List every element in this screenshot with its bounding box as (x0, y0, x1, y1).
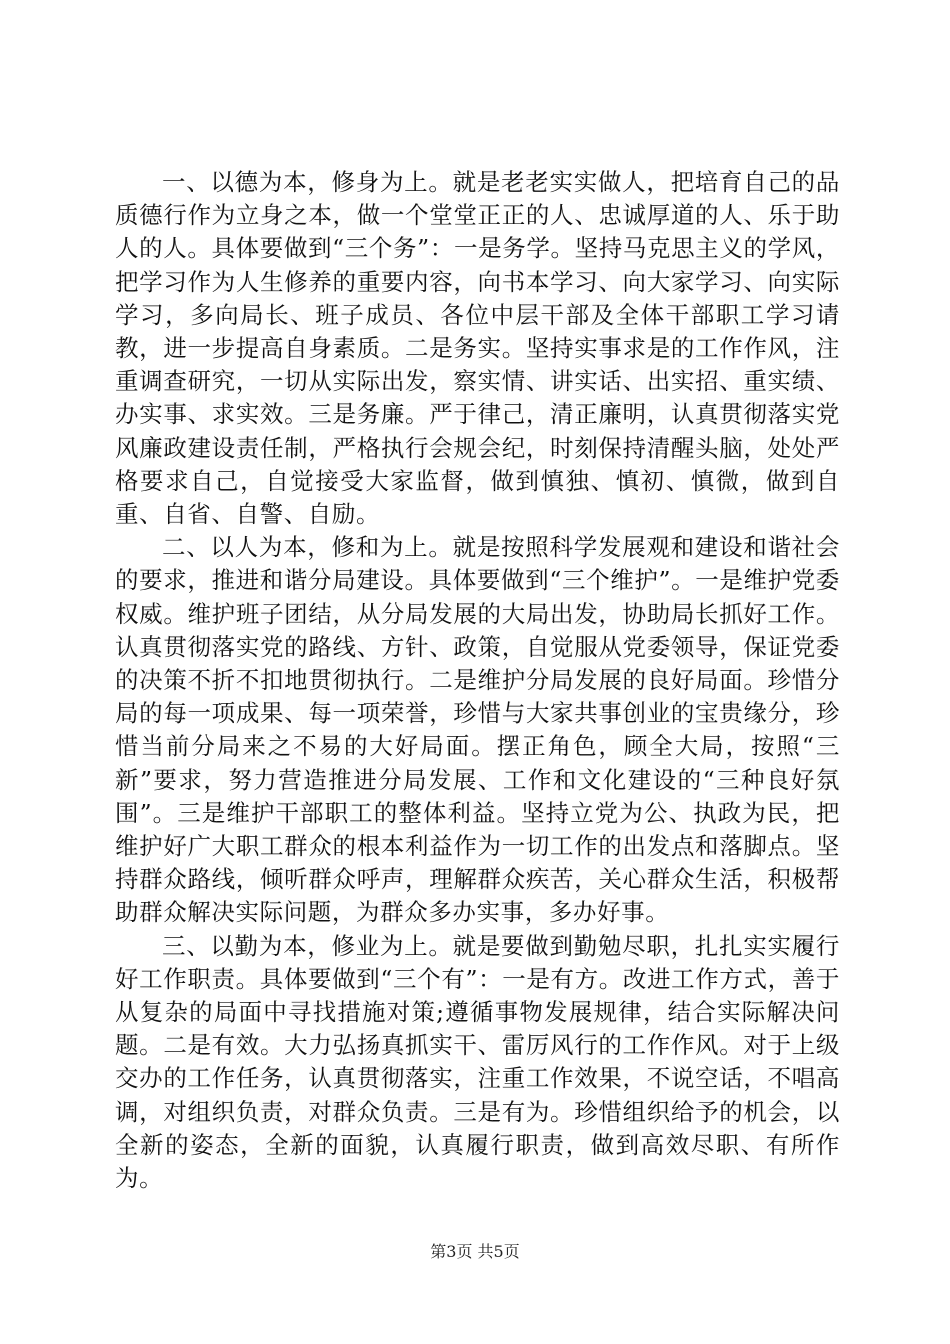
document-body (115, 166, 840, 1195)
paragraph-harmony: 二、以人为本，修和为上。就是按照科学发展观和建设和谐社会的要求，推进和谐分局建设。具体要做到“三个维护”。一是维护党委权威。维护班子团结，从分局发展的大局出发，协助局长抓好工作。认真贯彻落实党的路线、方针、政策，自觉服从党委领导，保证党委的决策不折不扣地贯彻执行。二是维护分局发展的良好局面。珍惜分局的每一项成果、每一项荣誉，珍惜与大家共事创业的宝贵缘分，珍惜当前分局来之不易的大好局面。摆正角色，顾全大局，按照“三新”要求，努力营造推进分局发展、工作和文化建设的“三种良好氛围”。三是维护干部职工的整体利益。坚持立党为公、执政为民，把维护好广大职工群众的根本利益作为一切工作的出发点和落脚点。坚持群众路线，倾听群众呼声，理解群众疾苦，关心群众生活，积极帮助群众解决实际问题，为群众多办实事，多办好事。 (115, 533, 840, 927)
paragraph-virtue: 一、以德为本，修身为上。就是老老实实做人，把培育自己的品质德行作为立身之本，做一个堂堂正正的人、忠诚厚道的人、乐于助人的人。具体要做到“三个务”：一是务学。坚持马克思主义的学风，把学习作为人生修养的重要内容，向书本学习、向大家学习、向实际学习，多向局长、班子成员、各位中层干部及全体干部职工学习请教，进一步提高自身素质。二是务实。坚持实事求是的工作作风，注重调查研究，一切从实际出发，察实情、讲实话、出实招、重实绩、办实事、求实效。三是务廉。严于律己，清正廉明，认真贯彻落实党风廉政建设责任制，严格执行会规会纪，时刻保持清醒头脑，处处严格要求自己，自觉接受大家监督，做到慎独、慎初、慎微，做到自重、自省、自警、自励。 (115, 168, 840, 529)
paragraph-diligence: 三、以勤为本，修业为上。就是要做到勤勉尽职，扎扎实实履行好工作职责。具体要做到“三个有”：一是有方。改进工作方式，善于从复杂的局面中寻找措施对策;遵循事物发展规律，结合实际解决问题。二是有效。大力弘扬真抓实干、雷厉风行的工作作风。对于上级交办的工作任务，认真贯彻落实，注重工作效果，不说空话，不唱高调，对组织负责，对群众负责。三是有为。珍惜组织给予的机会，以全新的姿态，全新的面貌，认真履行职责，做到高效尽职、有所作为。 (115, 931, 840, 1193)
page-number-footer: 第3页 共5页 (430, 1242, 520, 1261)
